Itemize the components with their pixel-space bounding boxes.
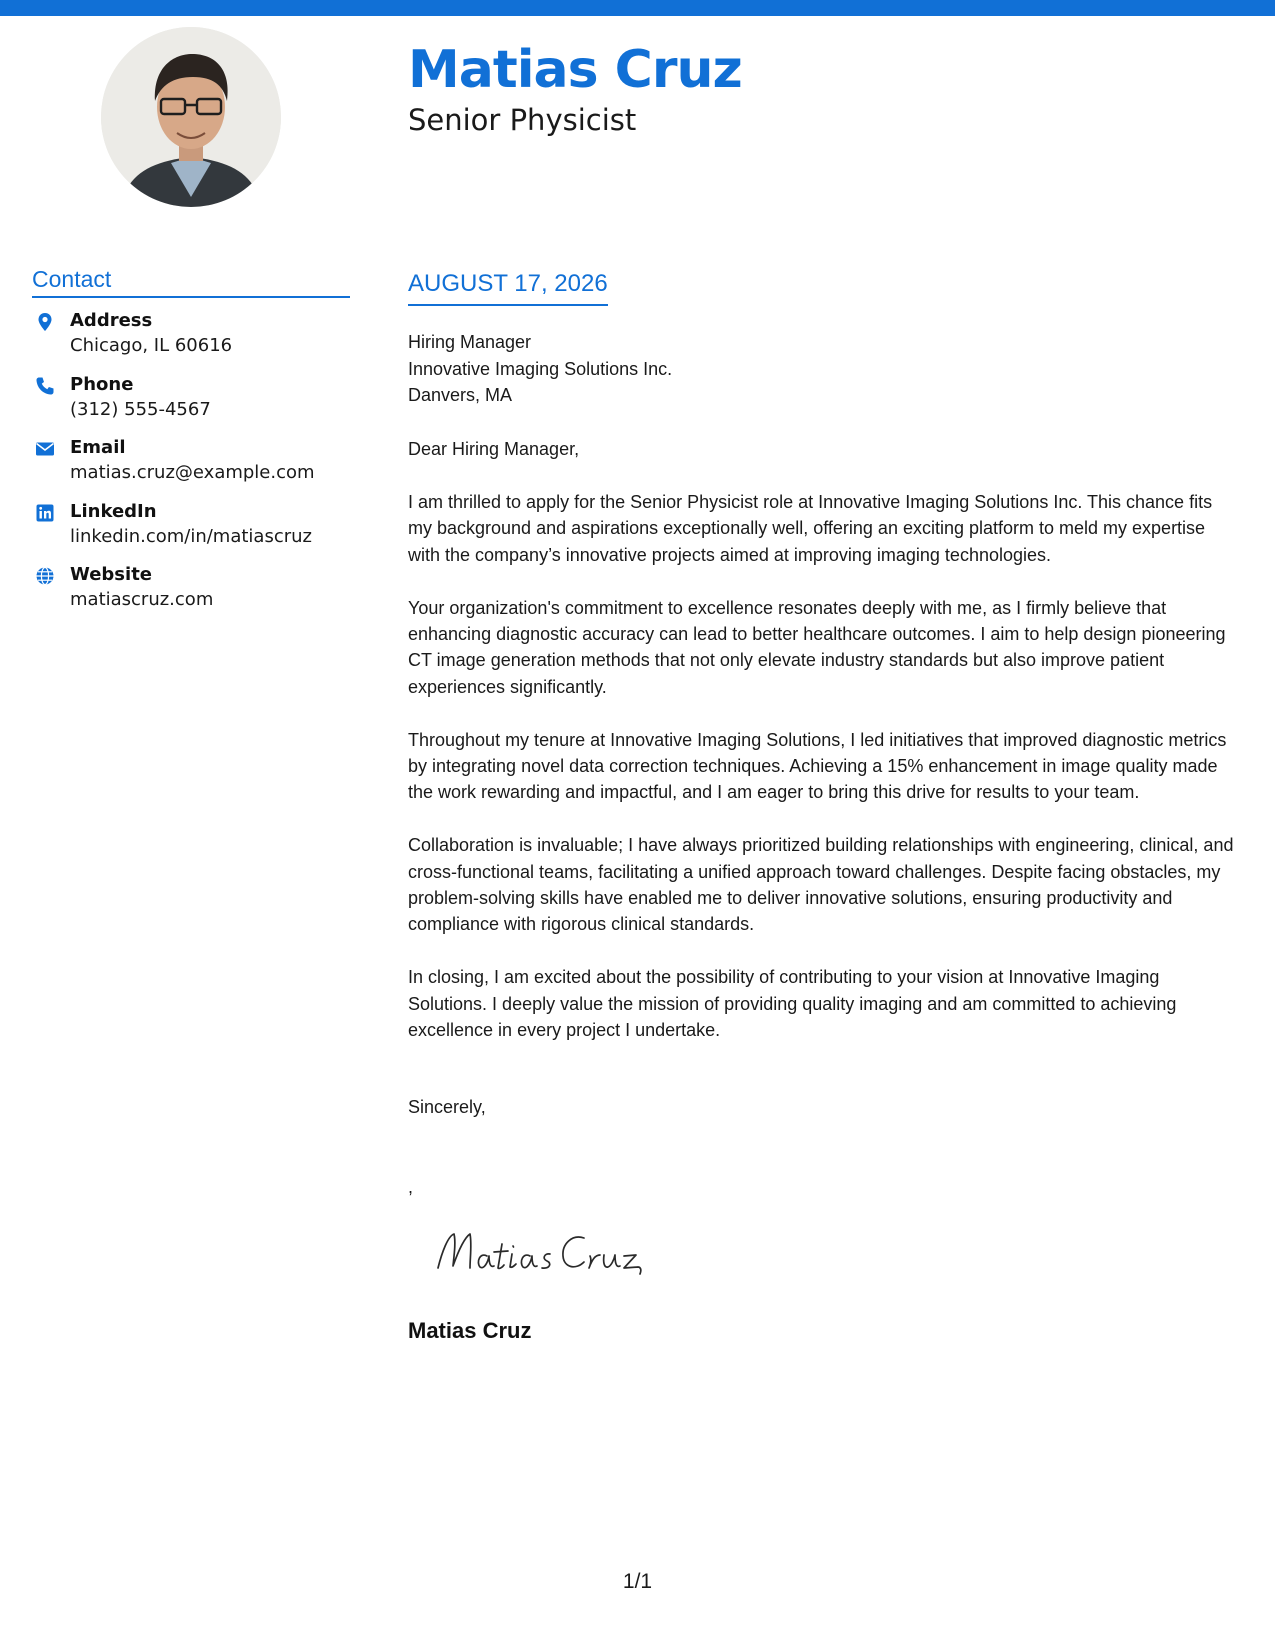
email-link[interactable]: matias.cruz@example.com	[70, 462, 315, 483]
recipient-line: Danvers, MA	[408, 385, 513, 405]
page-number: 1/1	[622, 1570, 653, 1593]
linkedin-icon	[35, 503, 55, 523]
contact-item-phone	[32, 374, 362, 438]
contact-label: Website	[70, 564, 153, 585]
globe-icon	[35, 566, 55, 586]
linkedin-link[interactable]: linkedin.com/in/matiascruz	[70, 525, 312, 547]
contact-item-email	[32, 437, 362, 501]
contact-value: Chicago, IL 60616	[70, 335, 233, 356]
website-link[interactable]: matiascruz.com	[70, 589, 214, 610]
body-paragraph: In closing, I am excited about the possibility of contributing to your vision at Innovative Imaging Solutions. I deeply value the mission of providing quality imaging and am committed to achieving excellence in every project I undertake.	[408, 967, 1177, 1041]
contact-heading: Contact	[32, 266, 350, 298]
salutation: Dear Hiring Manager,	[408, 439, 580, 459]
phone-icon	[35, 376, 55, 396]
body-paragraph: Your organization's commitment to excellence resonates deeply with me, as I firmly believe that enhancing diagnostic accuracy can lead to better healthcare outcomes. I aim to help design pioneering CT image generation methods that not only elevate industry standards but also improve patient experiences significantly.	[408, 597, 1226, 697]
contact-value: (312) 555-4567	[70, 398, 211, 420]
body-paragraph: I am thrilled to apply for the Senior Physicist role at Innovative Imaging Solutions Inc. This chance fits my background and aspirations exceptionally well, offering an exciting platform to meld my expertise with the company’s innovative projects aimed at improving imaging technologies.	[408, 492, 1213, 565]
recipient-line: Hiring Manager	[408, 332, 532, 352]
contact-item-address	[32, 310, 362, 374]
map-pin-icon	[35, 312, 55, 332]
recipient-block	[408, 329, 672, 409]
avatar	[101, 27, 281, 207]
contact-label: LinkedIn	[70, 500, 157, 522]
envelope-icon	[35, 439, 55, 459]
closing: Sincerely,	[408, 1097, 486, 1117]
signer-name: Matias Cruz	[408, 1318, 532, 1343]
contact-label: Phone	[70, 373, 134, 395]
contact-label: Address	[70, 310, 153, 331]
contact-list	[32, 310, 362, 628]
body-paragraph: Throughout my tenure at Innovative Imaging Solutions, I led initiatives that improved diagnostic metrics by integrating novel data correction techniques. Achieving a 15% enhancement in image quality made the work rewarding and impactful, and I am eager to bring this drive for results to your team.	[408, 729, 1227, 803]
top-accent-bar	[0, 0, 1275, 16]
body-paragraph: Collaboration is invaluable; I have always prioritized building relationships with engineering, clinical, and cross-functional teams, facilitating a unified approach toward challenges. Despite facing obstacles, my problem-solving skills have enabled me to deliver innovative solutions, ensuring productivity and compliance with rigorous clinical standards.	[408, 835, 1234, 935]
letter-body	[408, 489, 1238, 1070]
contact-label: Email	[70, 437, 126, 458]
signature-image	[432, 1222, 652, 1282]
candidate-name: Matias Cruz	[408, 40, 742, 100]
letter-date: AUGUST 17, 2026	[408, 270, 608, 306]
contact-item-website	[32, 564, 362, 628]
profile-photo-icon	[101, 27, 281, 207]
job-title: Senior Physicist	[408, 103, 637, 137]
comma-line: ,	[408, 1177, 414, 1197]
contact-item-linkedin	[32, 501, 362, 565]
recipient-line: Innovative Imaging Solutions Inc.	[408, 358, 673, 379]
